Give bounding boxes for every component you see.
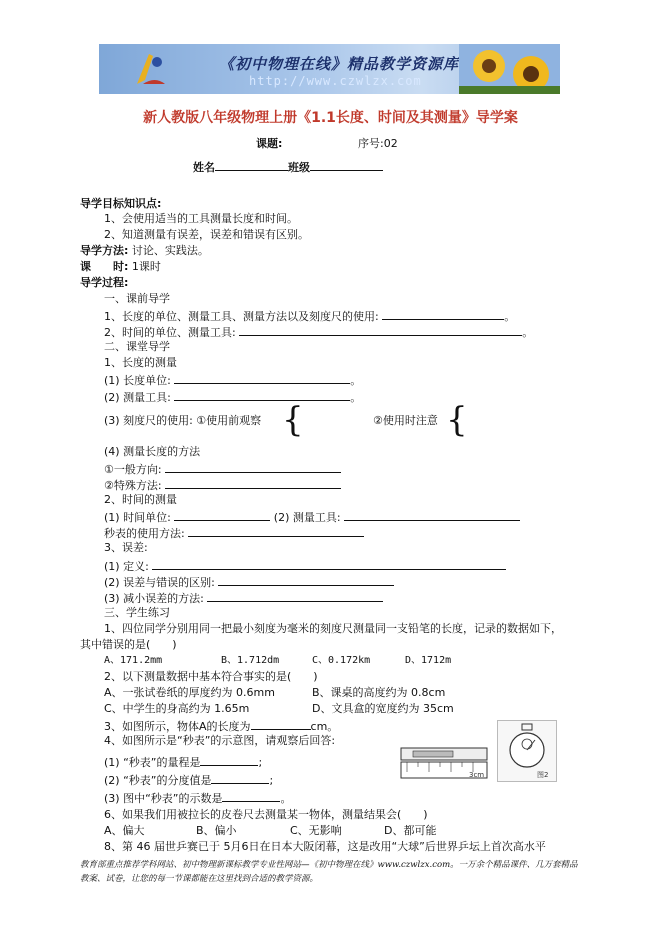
option-b[interactable]: B、偏小	[196, 824, 237, 837]
ruler-figure-icon	[399, 742, 489, 782]
stopwatch-figure-icon	[497, 720, 557, 782]
subsection-heading: 2、时间的测量	[104, 493, 177, 506]
answer-blank[interactable]	[222, 790, 280, 802]
question-text: 其中错误的是( )	[80, 638, 177, 651]
answer-blank[interactable]	[200, 754, 258, 766]
question-line: (2) “秒表”的分度值是 ;	[104, 774, 274, 787]
method-line: 导学方法: 讨论、实践法。	[80, 244, 209, 257]
sunflower-image-icon	[459, 44, 560, 94]
option-c[interactable]: C、中学生的身高约为 1.65m	[104, 702, 250, 715]
question-line: (2) 测量工具: 。	[104, 391, 362, 404]
option-d[interactable]: D、文具盒的宽度约为 35cm	[312, 702, 454, 715]
question-line: (1) 长度单位: 。	[104, 374, 362, 387]
objective-item: 1、会使用适当的工具测量长度和时间。	[104, 212, 298, 225]
seq-label: 序号:02	[358, 137, 398, 150]
answer-blank[interactable]	[251, 718, 311, 730]
site-logo-icon	[129, 50, 169, 90]
subsection-heading: (4) 测量长度的方法	[104, 445, 201, 458]
option-b[interactable]: B、1.712dm	[221, 655, 280, 666]
option-c[interactable]: C、0.172km	[312, 655, 371, 666]
section-heading: 二、课堂导学	[104, 340, 170, 353]
question-line: 2、时间的单位、测量工具: 。	[104, 326, 534, 339]
document-title: 新人教版八年级物理上册《1.1长度、时间及其测量》导学案	[143, 110, 518, 126]
answer-blank[interactable]	[165, 461, 341, 473]
question-line: (1) 时间单位: (2) 测量工具:	[104, 509, 520, 524]
answer-blank[interactable]	[344, 509, 520, 521]
header-banner	[99, 44, 560, 94]
seq-value: 02	[383, 137, 398, 150]
answer-blank[interactable]	[218, 574, 394, 586]
option-c[interactable]: C、无影响	[290, 824, 342, 837]
banner-url[interactable]: http://www.czwlzx.com	[249, 74, 422, 88]
option-a[interactable]: A、一张试卷纸的厚度约为 0.6mm	[104, 686, 275, 699]
answer-blank[interactable]	[239, 324, 522, 336]
question-line: (2) 误差与错误的区别:	[104, 574, 394, 589]
option-a[interactable]: A、偏大	[104, 824, 145, 837]
left-brace-icon: {	[446, 400, 468, 440]
answer-blank[interactable]	[382, 308, 504, 320]
question-text: 2、以下测量数据中基本符合事实的是( )	[104, 670, 318, 683]
question-line: 秒表的使用方法:	[104, 525, 364, 540]
question-text: 6、如果我们用被拉长的皮卷尺去测量某一物体，测量结果会( )	[104, 808, 428, 821]
question-text: 8、第 46 届世乒赛已于 5月6日在日本大阪闭幕，这是改用“大球”后世界乒坛上首次高水平	[104, 840, 546, 853]
page-footer: 教育部重点推荐学科网站、初中物理新课标教学专业性网站—《初中物理在线》www.czwlzx.com。一万余个精品课件、几万套精品教案、试卷，让您的每一节课都能在这里找到合适的教学资源。	[80, 860, 578, 884]
answer-blank[interactable]	[174, 509, 270, 521]
left-brace-icon: {	[282, 400, 304, 440]
process-heading: 导学过程:	[80, 276, 129, 289]
answer-blank[interactable]	[211, 772, 269, 784]
section-heading: 一、课前导学	[104, 292, 170, 305]
answer-blank[interactable]	[152, 558, 506, 570]
ruler-use-line: (3) 刻度尺的使用: ①使用前观察	[104, 414, 262, 427]
question-text: 4、如图所示是“秒表”的示意图，请观察后回答:	[104, 734, 336, 747]
watch-label: 图2	[537, 771, 549, 779]
objectives-heading: 导学目标知识点:	[80, 197, 162, 210]
option-d[interactable]: D、都可能	[384, 824, 437, 837]
section-heading: 三、学生练习	[104, 606, 170, 619]
objective-item: 2、知道测量有误差，误差和错误有区别。	[104, 228, 309, 241]
ruler-label: 3cm	[469, 771, 485, 779]
option-b[interactable]: B、课桌的高度约为 0.8cm	[312, 686, 446, 699]
question-line: (1) 定义:	[104, 558, 506, 573]
subsection-heading: 1、长度的测量	[104, 356, 177, 369]
ruler-note-line: ②使用时注意	[373, 414, 438, 427]
question-line: 3、如图所示，物体A的长度为 cm。	[104, 720, 339, 733]
hours-line: 课 时: 1课时	[80, 260, 161, 273]
question-line: 1、长度的单位、测量工具、测量方法以及刻度尺的使用: 。	[104, 310, 516, 323]
answer-blank[interactable]	[174, 389, 350, 401]
option-a[interactable]: A、171.2mm	[104, 655, 163, 666]
answer-blank[interactable]	[174, 372, 350, 384]
answer-blank[interactable]	[188, 525, 364, 537]
question-line: ①一般方向:	[104, 461, 341, 476]
question-line: ②特殊方法:	[104, 477, 341, 492]
option-d[interactable]: D、1712m	[405, 655, 452, 666]
question-line: (3) 图中“秒表”的示数是 。	[104, 792, 292, 805]
topic-label: 课题:	[256, 137, 283, 150]
banner-title: 《初中物理在线》精品教学资源库	[219, 55, 460, 73]
question-line: (3) 减小误差的方法:	[104, 590, 383, 605]
question-text: 1、四位同学分别用同一把最小刻度为毫米的刻度尺测量同一支铅笔的长度，记录的数据如下，	[104, 622, 562, 635]
question-line: (1) “秒表”的量程是 ;	[104, 756, 263, 769]
subsection-heading: 3、误差:	[104, 541, 148, 554]
answer-blank[interactable]	[207, 590, 383, 602]
name-field[interactable]: 姓名 班级	[193, 159, 383, 174]
answer-blank[interactable]	[165, 477, 341, 489]
